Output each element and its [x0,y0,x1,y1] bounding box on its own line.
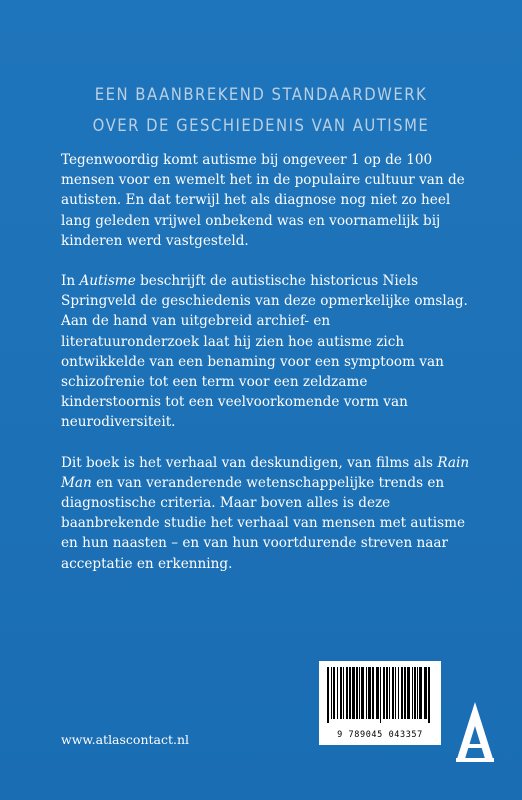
isbn-barcode [319,661,441,745]
headline-line-1: EEN BAANBREKEND STANDAARDWERK [94,85,428,104]
barcode-bar [359,667,360,719]
isbn-number: 9 789045 043357 [337,730,423,740]
barcode-bar [407,667,410,719]
barcode-bar [376,667,379,719]
barcode-bar [368,667,371,719]
barcode-bar [372,667,374,719]
blurb-paragraph-1: Tegenwoordig komt autisme bij ongeveer 1 op de 100 mensen voor en wemelt het in de populaire cultuur van de autisten. En dat terwijl het als diagnose nog niet zo heel lang geleden vrijwel onbekend was en voornamelijk bij kinderen werd vastgesteld. [61,152,465,249]
blurb-paragraph-3 [61,453,471,574]
barcode-bar [417,667,418,719]
barcode-bar [352,667,355,719]
barcode-bar [401,667,403,719]
p2-prefix: In [61,273,80,290]
p2-rest: beschrijft de autistische historicus Niels Springveld de geschiedenis van deze opmerkelijke omslag. Aan de hand van uitgebreid archief- en literatuuronderzoek laat hij zien hoe autisme zich ontwikkelde van een benaming voor een symptoom van schizofrenie tot een term voor een zeldzame kinderstoornis tot een veelvoorkomende vorm van neurodiversiteit. [61,273,468,431]
barcode-bar [366,667,367,719]
headline [0,79,522,141]
barcode-bar [395,667,396,719]
barcode-bar [383,667,385,719]
barcode-bar [392,667,394,719]
barcode-bar [398,667,399,719]
blurb-paragraph-2 [61,271,471,433]
atlas-contact-logo-icon [452,696,498,766]
barcode-bar [340,667,342,719]
headline-line-2: OVER DE GESCHIEDENIS VAN AUTISME [92,116,430,135]
barcode-bar [356,667,358,719]
barcode-bar [333,667,335,719]
barcode-bar [404,667,406,719]
barcode-bar [386,667,388,719]
barcode-bar [327,667,329,723]
barcode-bar [337,667,338,719]
book-title-autisme: Autisme [79,273,136,290]
p3-rest: en van veranderende wetenschappelijke trends en diagnostische criteria. Maar boven alles is deze baanbrekende studie het verhaal van mensen met autisme en hun naasten – en van hun voortdurende streven naar acceptatie en erkenning. [61,474,466,572]
film-title-rain-man: Rain Man [61,454,470,491]
barcode-bars [325,667,435,723]
barcode-bar [414,667,416,719]
publisher-website[interactable]: www.atlascontact.nl [61,732,190,747]
barcode-bar [343,667,344,719]
barcode-bar [424,667,427,719]
barcode-bar [349,667,351,719]
barcode-bar [331,667,332,719]
barcode-bar [412,667,413,719]
p3-prefix: Dit boek is het verhaal van deskundigen, van films als [61,454,438,471]
barcode-bar [428,667,430,723]
barcode-bar [389,667,390,719]
barcode-bar [380,667,381,723]
barcode-bar [346,667,348,719]
barcode-bar [361,667,364,719]
blurb [61,150,471,594]
barcode-bar [419,667,422,719]
